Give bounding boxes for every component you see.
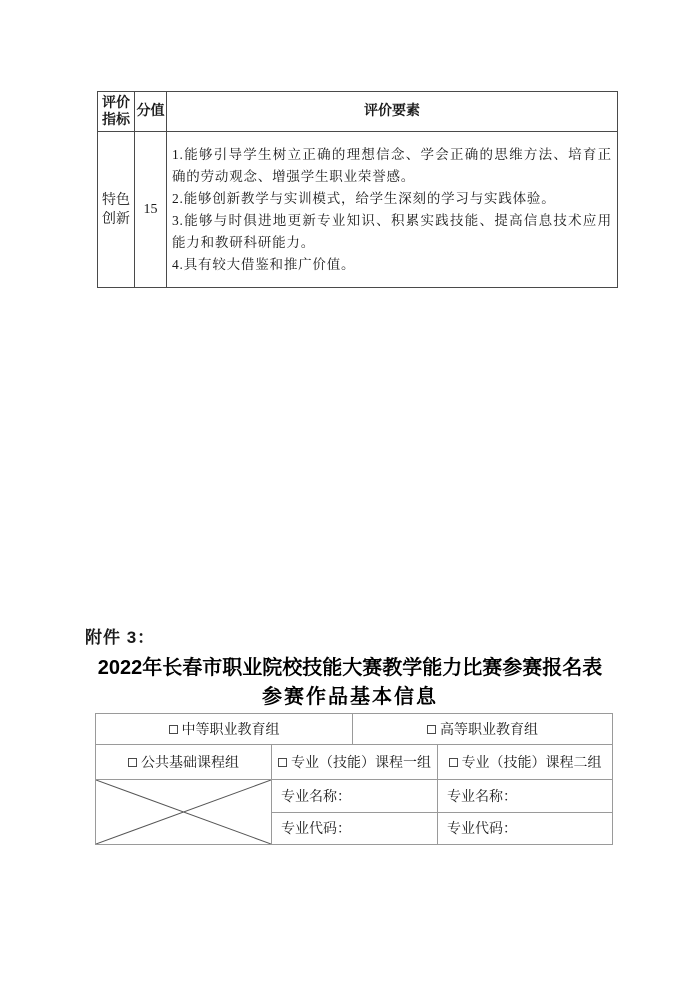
option-secondary-vocational-group[interactable] xyxy=(96,714,353,744)
option-label: 专业（技能）课程二组 xyxy=(461,756,602,771)
checkbox-icon[interactable] xyxy=(278,758,287,767)
education-group-row xyxy=(96,714,612,745)
checkbox-icon[interactable] xyxy=(169,725,178,734)
option-public-basic-course-group[interactable] xyxy=(96,745,272,779)
form-title: 2022年长春市职业院校技能大赛教学能力比赛参赛报名表 xyxy=(97,657,603,679)
option-major-skill-course-group-1[interactable] xyxy=(272,745,438,779)
indicator-cell: 特色创新 xyxy=(98,132,135,288)
group2-major-code-field[interactable]: 专业代码： xyxy=(447,822,517,838)
checkbox-icon[interactable] xyxy=(128,758,137,767)
course-group-row xyxy=(96,745,612,780)
group1-major-code-field[interactable]: 专业代码： xyxy=(281,822,351,838)
option-label: 高等职业教育组 xyxy=(440,723,538,738)
element-item-3: 3.能够与时俱进地更新专业知识、积累实践技能、提高信息技术应用能力和教研科研能力。 xyxy=(172,212,612,250)
scoring-table xyxy=(97,91,618,288)
group2-fields-column xyxy=(438,780,612,844)
scoring-table-header-row xyxy=(98,92,618,132)
diagonal-cross-icon xyxy=(96,780,271,844)
group1-major-name-field[interactable]: 专业名称： xyxy=(272,780,437,813)
header-evaluation-elements: 评价要素 xyxy=(167,92,618,132)
elements-cell xyxy=(167,132,618,288)
element-item-4: 4.具有较大借鉴和推广价值。 xyxy=(172,256,356,272)
attachment-label: 附件 3： xyxy=(85,628,156,647)
header-evaluation-indicator: 评价指标 xyxy=(98,92,135,132)
option-major-skill-course-group-2[interactable] xyxy=(438,745,612,779)
score-cell: 15 xyxy=(135,132,167,288)
header-score: 分值 xyxy=(135,92,167,132)
option-label: 中等职业教育组 xyxy=(181,723,280,738)
checkbox-icon[interactable] xyxy=(449,758,458,767)
crossed-out-cell xyxy=(96,780,272,844)
element-item-2: 2.能够创新教学与实训模式，给学生深刻的学习与实践体验。 xyxy=(172,190,556,206)
checkbox-icon[interactable] xyxy=(427,725,436,734)
option-higher-vocational-group[interactable] xyxy=(353,714,612,744)
scoring-table-data-row xyxy=(98,132,618,288)
major-fields-rows xyxy=(96,780,612,844)
registration-table xyxy=(95,713,613,845)
element-item-1: 1.能够引导学生树立正确的理想信念、学会正确的思维方法、培育正确的劳动观念、增强学生职业荣誉感。 xyxy=(172,146,612,184)
group1-fields-column xyxy=(272,780,438,844)
form-subtitle: 参赛作品基本信息 xyxy=(262,686,438,708)
group2-major-name-field[interactable]: 专业名称： xyxy=(438,780,612,813)
option-label: 公共基础课程组 xyxy=(141,756,239,771)
option-label: 专业（技能）课程一组 xyxy=(291,756,431,771)
